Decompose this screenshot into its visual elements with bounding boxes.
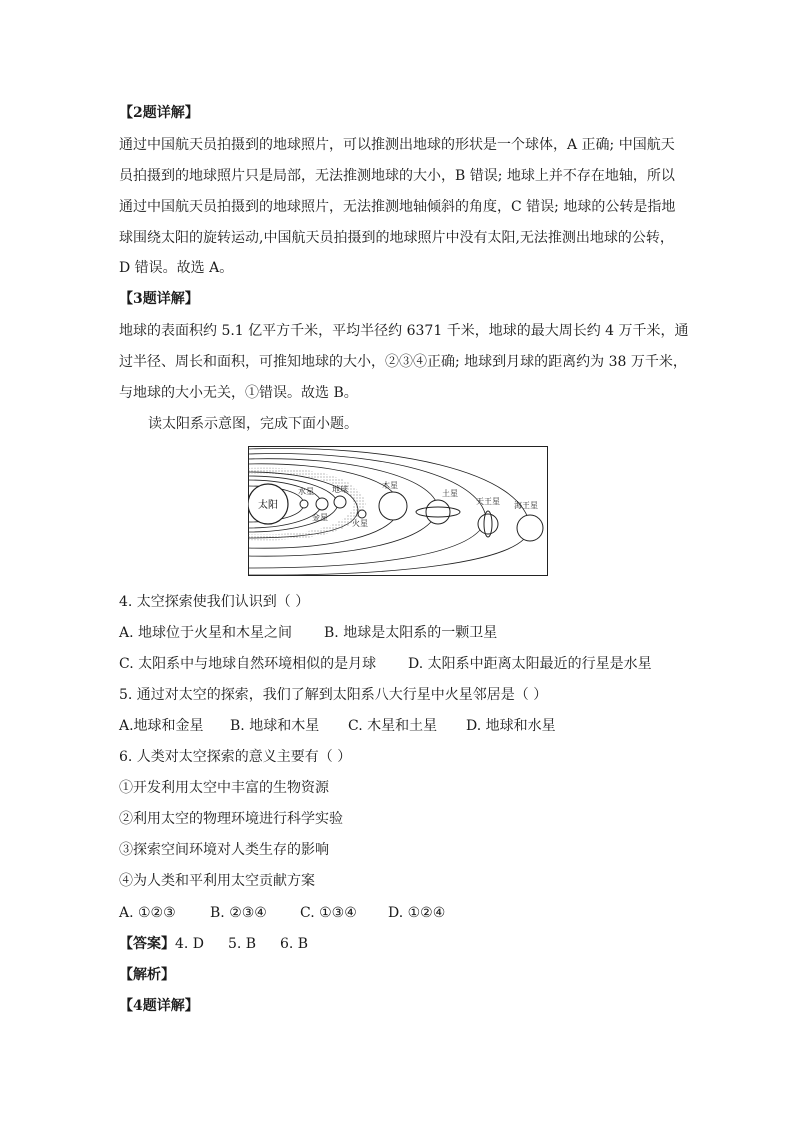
q5-option-b: B. 地球和木星 [230, 718, 320, 734]
q6-stem: 6. 人类对太空探索的意义主要有（ ） [119, 749, 352, 765]
answer-value: 4. D [175, 936, 205, 952]
mercury [300, 500, 308, 508]
q5-option-c: C. 木星和土星 [348, 718, 438, 734]
q3-explain-line: 过半径、周长和面积，可推知地球的大小，②③④正确; 地球到月球的距离约为 38 万千米， [119, 354, 687, 370]
q6-option-a: A. ①②③ [119, 905, 176, 921]
venus [316, 498, 328, 510]
q6-option-d: D. ①②④ [388, 905, 446, 921]
neptune [517, 515, 543, 541]
q4-explain-heading: 【4题详解】 [119, 998, 199, 1014]
q4-option-c: C. 太阳系中与地球自然环境相似的是月球 [119, 656, 377, 672]
earth-label: 地球 [332, 485, 348, 494]
venus-label: 金星 [312, 513, 328, 522]
q2-explain-heading: 【2题详解】 [119, 105, 199, 121]
neptune-label: 海王星 [514, 501, 538, 510]
q6-option-b: B. ②③④ [210, 905, 267, 921]
saturn-label: 土星 [442, 489, 458, 498]
q4-option-d: D. 太阳系中距离太阳最近的行星是水星 [408, 656, 652, 672]
answer-value: 5. B [228, 936, 257, 952]
q6-item: ③探索空间环境对人类生存的影响 [119, 842, 329, 858]
q3-explain-line: 与地球的大小无关，①错误。故选 B。 [119, 385, 358, 401]
q3-explain-line: 地球的表面积约 5.1 亿平方千米，平均半径约 6371 千米，地球的最大周长约 4 万千米，通 [119, 323, 689, 339]
q4-option-a: A. 地球位于火星和木星之间 [119, 625, 293, 641]
q4-stem: 4. 太空探索使我们认识到（ ） [119, 594, 310, 610]
q4-option-b: B. 地球是太阳系的一颗卫星 [324, 625, 498, 641]
mars-label: 火星 [352, 519, 368, 528]
solar-system-diagram [248, 446, 548, 576]
q6-item: ①开发利用太空中丰富的生物资源 [119, 780, 329, 796]
q2-explain-line: 球围绕太阳的旋转运动,中国航天员拍摄到的地球照片中没有太阳,无法推测出地球的公转， [119, 230, 674, 246]
q2-explain-line: 通过中国航天员拍摄到的地球照片，可以推测出地球的形状是一个球体，A 正确; 中国航天 [119, 137, 675, 153]
answer-value: 6. B [280, 936, 309, 952]
jupiter-label: 木星 [382, 481, 398, 490]
q6-item: ②利用太空的物理环境进行科学实验 [119, 811, 343, 827]
q5-stem: 5. 通过对太空的探索，我们了解到太阳系八大行星中火星邻居是（ ） [119, 687, 548, 703]
q2-explain-line: D 错误。故选 A。 [119, 260, 234, 276]
earth [334, 496, 346, 508]
answer-label: 【答案】 [119, 936, 175, 952]
q5-option-d: D. 地球和水星 [466, 718, 556, 734]
q2-explain-line: 员拍摄到的地球照片只是局部，无法推测地球的大小，B 错误; 地球上并不存在地轴，所以 [119, 168, 675, 184]
sun-label: 太阳 [258, 500, 278, 511]
q5-option-a: A.地球和金星 [119, 718, 204, 734]
uranus-label: 天王星 [476, 497, 500, 506]
q2-explain-line: 通过中国航天员拍摄到的地球照片，无法推测地轴倾斜的角度，C 错误; 地球的公转是指地 [119, 199, 676, 215]
mercury-label: 水星 [298, 487, 314, 496]
q3-explain-heading: 【3题详解】 [119, 291, 199, 307]
intro-text: 读太阳系示意图，完成下面小题。 [148, 416, 358, 432]
saturn [426, 500, 450, 524]
q6-item: ④为人类和平利用太空贡献方案 [119, 873, 315, 889]
mars [358, 510, 366, 518]
analysis-heading: 【解析】 [119, 967, 175, 983]
q6-option-c: C. ①③④ [300, 905, 357, 921]
jupiter [379, 492, 407, 520]
uranus [478, 514, 498, 534]
